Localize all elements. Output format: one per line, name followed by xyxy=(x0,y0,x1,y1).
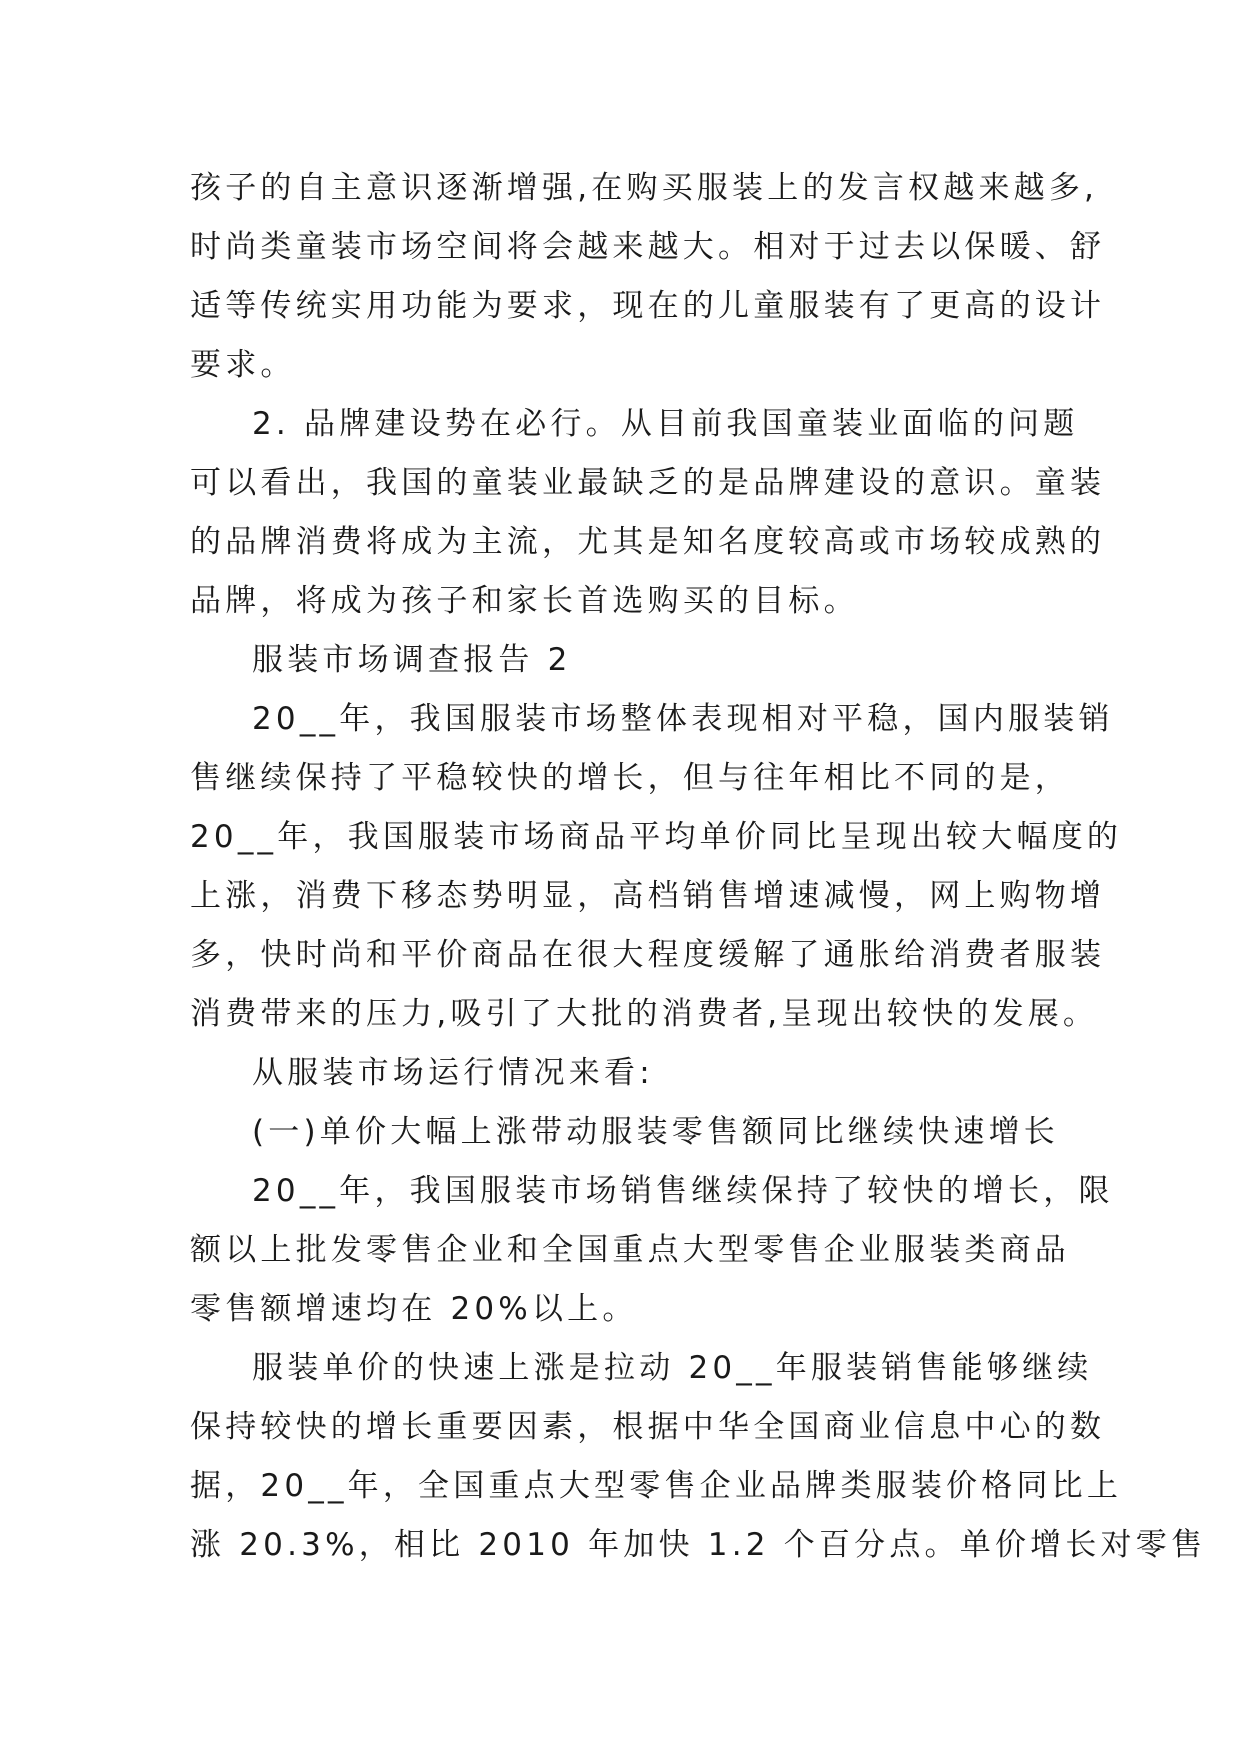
text-line: 据，20__年，全国重点大型零售企业品牌类服装价格同比上 xyxy=(190,1468,1123,1504)
text-line: 多，快时尚和平价商品在很大程度缓解了通胀给消费者服装 xyxy=(190,937,1106,973)
text-line: 售继续保持了平稳较快的增长，但与往年相比不同的是， xyxy=(190,760,1070,796)
section-heading: 服装市场调查报告 2 xyxy=(252,642,572,678)
subsection-heading: (一)单价大幅上涨带动服装零售额同比继续快速增长 xyxy=(252,1114,1059,1150)
text-line: 保持较快的增长重要因素，根据中华全国商业信息中心的数 xyxy=(190,1409,1106,1445)
text-line: 20__年，我国服装市场销售继续保持了较快的增长，限 xyxy=(252,1173,1114,1209)
text-line: 20__年，我国服装市场整体表现相对平稳，国内服装销 xyxy=(252,701,1114,737)
text-line: 要求。 xyxy=(190,347,296,383)
text-line: 的品牌消费将成为主流，尤其是知名度较高或市场较成熟的 xyxy=(190,524,1106,560)
text-line: 适等传统实用功能为要求，现在的儿童服装有了更高的设计 xyxy=(190,288,1106,324)
text-line: 品牌，将成为孩子和家长首选购买的目标。 xyxy=(190,583,859,619)
text-line: 20__年，我国服装市场商品平均单价同比呈现出较大幅度的 xyxy=(190,819,1123,855)
text-line: 消费带来的压力,吸引了大批的消费者,呈现出较快的发展。 xyxy=(190,996,1099,1032)
text-line: 额以上批发零售企业和全国重点大型零售企业服装类商品 xyxy=(190,1232,1070,1268)
text-line: 涨 20.3%，相比 2010 年加快 1.2 个百分点。单价增长对零售 xyxy=(190,1527,1207,1563)
text-line: 可以看出，我国的童装业最缺乏的是品牌建设的意识。童装 xyxy=(190,465,1106,501)
text-line: 服装单价的快速上涨是拉动 20__年服装销售能够继续 xyxy=(252,1350,1093,1386)
text-line: 从服装市场运行情况来看: xyxy=(252,1055,654,1091)
text-line: 孩子的自主意识逐渐增强,在购买服装上的发言权越来越多, xyxy=(190,170,1099,206)
text-line: 上涨，消费下移态势明显，高档销售增速减慢，网上购物增 xyxy=(190,878,1106,914)
text-line: 时尚类童装市场空间将会越来越大。相对于过去以保暖、舒 xyxy=(190,229,1106,265)
text-line: 零售额增速均在 20%以上。 xyxy=(190,1291,638,1327)
text-line: 2. 品牌建设势在必行。从目前我国童装业面临的问题 xyxy=(252,406,1079,442)
